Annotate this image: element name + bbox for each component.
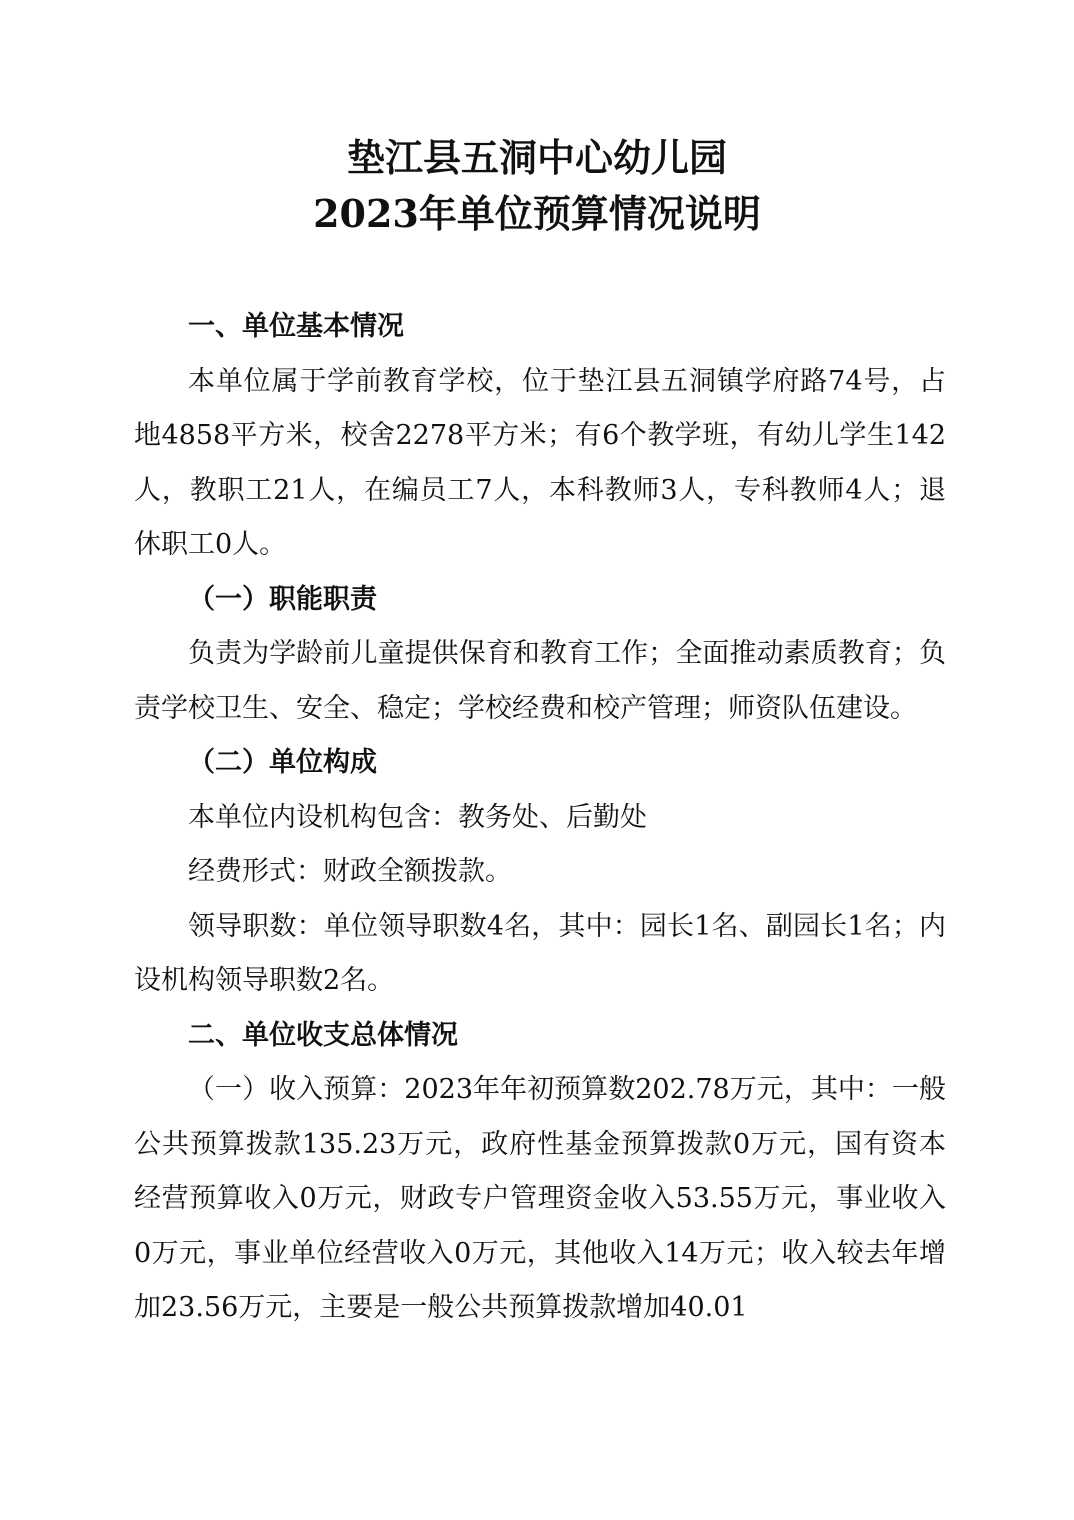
paragraph-leadership: 领导职数：单位领导职数4名，其中：园长1名、副园长1名；内设机构领导职数2名。: [134, 910, 946, 996]
paragraph-functions: 负责为学龄前儿童提供保育和教育工作；全面推动素质教育；负责学校卫生、安全、稳定；学校经费和校产管理；师资队伍建设。: [134, 638, 946, 724]
paragraph-departments: 本单位内设机构包含：教务处、后勤处: [188, 801, 647, 833]
document-title-line2: 2023年单位预算情况说明: [313, 191, 761, 236]
section-heading-basic-info: 一、单位基本情况: [188, 311, 404, 342]
section-heading-budget-overview: 二、单位收支总体情况: [188, 1019, 458, 1051]
paragraph-income-budget: （一）收入预算：2023年年初预算数202.78万元，其中：一般公共预算拨款135.23万元，政府性基金预算拨款0万元，国有资本经营预算收入0万元，财政专户管理资金收入53.55万元，事业收入0万元，事业单位经营收入0万元，其他收入14万元；收入较去年增加23.56万元，主要是一般公共预算拨款增加40.01: [134, 1074, 946, 1323]
document-title-line1: 垫江县五洞中心幼儿园: [346, 135, 727, 180]
paragraph-funding-form: 经费形式：财政全额拨款。: [188, 856, 512, 887]
paragraph-basic-info: 本单位属于学前教育学校，位于垫江县五洞镇学府路74号，占地4858平方米，校舍2278平方米；有6个教学班，有幼儿学生142人，教职工21人，在编员工7人，本科教师3人，专科教师4人；退休职工0人。: [134, 365, 946, 560]
subheading-composition: （二）单位构成: [188, 747, 377, 778]
document-body: [134, 300, 946, 1336]
subheading-functions: （一）职能职责: [188, 583, 377, 615]
